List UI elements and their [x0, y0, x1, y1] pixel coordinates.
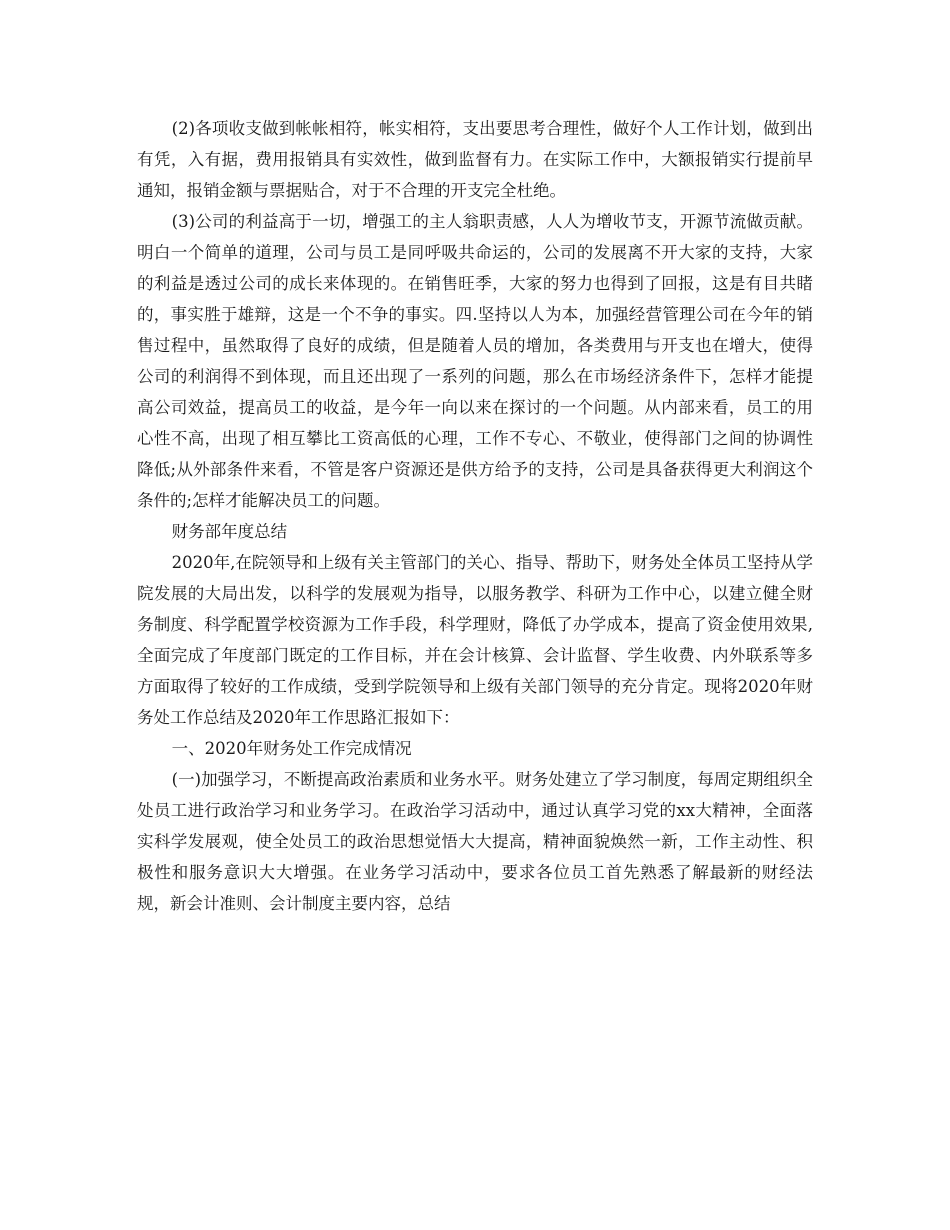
- paragraph-2020-overview: 2020年,在院领导和上级有关主管部门的关心、指导、帮助下，财务处全体员工坚持从学院发展的大局出发，以科学的发展观为指导，以服务教学、科研为工作中心，以建立健全财务制度、科学配置学校资源为工作手段，科学理财，降低了办学成本，提高了资金使用效果,全面完成了年度部门既定的工作目标，并在会计核算、会计监督、学生收费、内外联系等多方面取得了较好的工作成绩，受到学院领导和上级有关部门领导的充分肯定。现将2020年财务处工作总结及2020年工作思路汇报如下：: [137, 553, 813, 727]
- paragraph-expense-reconciliation: (2)各项收支做到帐帐相符，帐实相符，支出要思考合理性，做好个人工作计划，做到出有凭，入有据，费用报销具有实效性，做到监督有力。在实际工作中，大额报销实行提前早通知，报销金额与票据贴合，对于不合理的开支完全杜绝。: [137, 119, 813, 200]
- paragraph-strengthen-learning: (一)加强学习，不断提高政治素质和业务水平。财务处建立了学习制度，每周定期组织全处员工进行政治学习和业务学习。在政治学习活动中，通过认真学习党的xx大精神，全面落实科学发展观，使全处员工的政治思想觉悟大大提高，精神面貌焕然一新，工作主动性、积极性和服务意识大大增强。在业务学习活动中，要求各位员工首先熟悉了解最新的财经法规，新会计准则、会计制度主要内容，总结: [137, 770, 813, 913]
- section-heading-work-completion: 一、2020年财务处工作完成情况: [171, 739, 412, 758]
- section-heading-finance-annual-summary: 财务部年度总结: [171, 522, 288, 541]
- document-body: [137, 113, 813, 919]
- paragraph-company-interest: (3)公司的利益高于一切，增强工的主人翁职责感，人人为增收节支，开源节流做贡献。明白一个简单的道理，公司与员工是同呼吸共命运的，公司的发展离不开大家的支持，大家的利益是透过公司的成长来体现的。在销售旺季，大家的努力也得到了回报，这是有目共睹的，事实胜于雄辩，这是一个不争的事实。四.坚持以人为本，加强经营管理公司在今年的销售过程中，虽然取得了良好的成绩，但是随着人员的增加，各类费用与开支也在增大，使得公司的利润得不到体现，而且还出现了一系列的问题，那么在市场经济条件下，怎样才能提高公司效益，提高员工的收益，是今年一向以来在探讨的一个问题。从内部来看，员工的用心性不高，出现了相互攀比工资高低的心理，工作不专心、不敬业，使得部门之间的协调性降低;从外部条件来看，不管是客户资源还是供方给予的支持，公司是具备获得更大利润这个条件的;怎样才能解决员工的问题。: [137, 212, 813, 510]
